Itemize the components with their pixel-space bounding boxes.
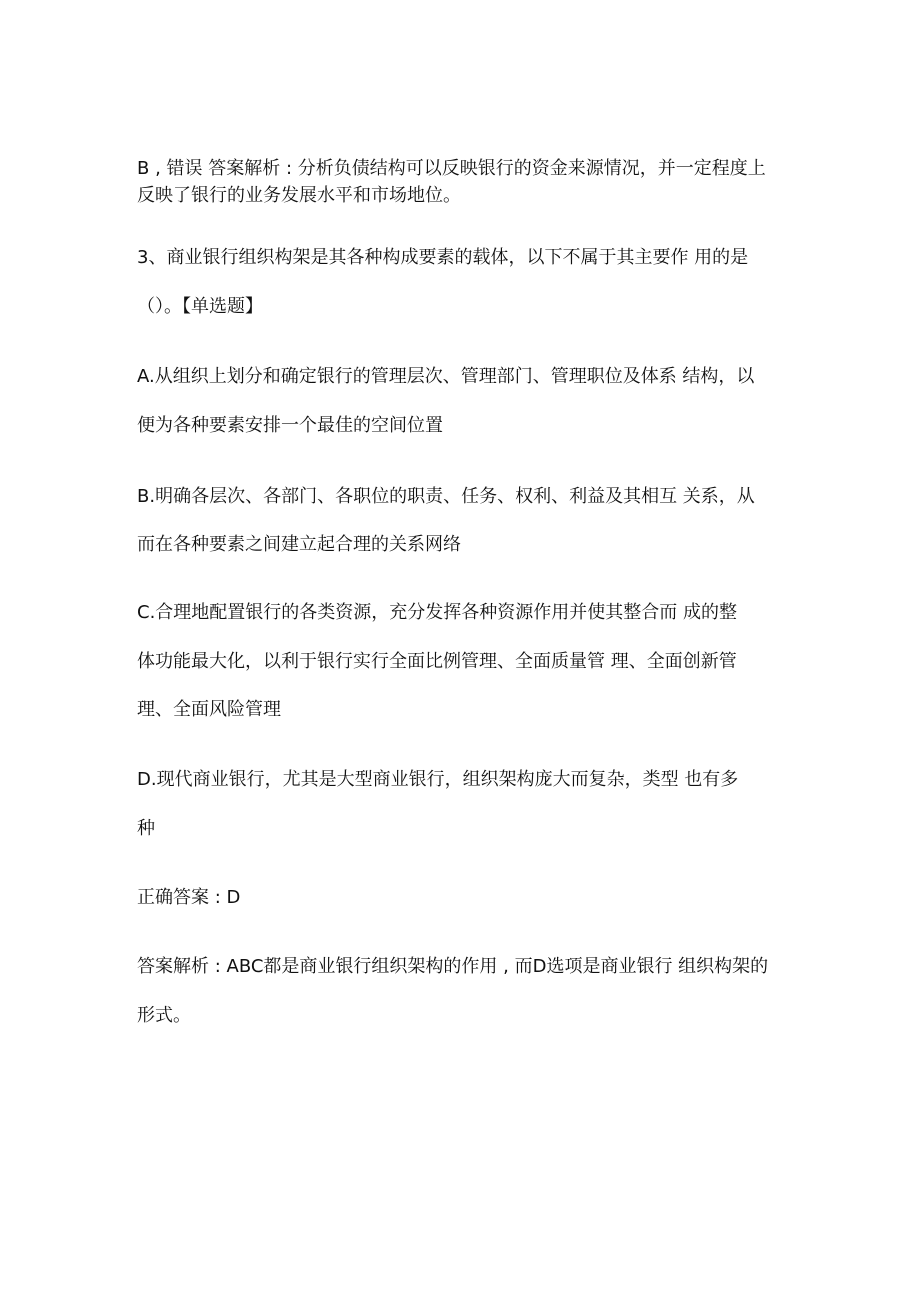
explanation-line-1: 答案解析 : ABC都是商业银行组织架构的作用 , 而D选项是商业银行 组织构架的 (137, 956, 769, 977)
question-line-1: 3、商业银行组织构架是其各种构成要素的载体，以下不属于其主要作 用的是 (137, 247, 749, 268)
option-a-line-2: 便为各种要素安排一个最佳的空间位置 (137, 415, 443, 436)
option-c-line-3: 理、全面风险管理 (137, 699, 281, 720)
option-c-line-1: C.合理地配置银行的各类资源，充分发挥各种资源作用并使其整合而 成的整 (137, 602, 738, 623)
option-c-line-2: 体功能最大化，以利于银行实行全面比例管理、全面质量管 理、全面创新管 (137, 651, 737, 672)
option-b-line-1: B.明确各层次、各部门、各职位的职责、任务、权利、利益及其相互 关系，从 (137, 486, 755, 507)
question-line-2: （）。【单选题】 (137, 296, 263, 317)
prev-answer-line-1: B , 错误 答案解析 : 分析负债结构可以反映银行的资金来源情况，并一定程度上 (137, 158, 766, 179)
option-b-line-2: 而在各种要素之间建立起合理的关系网络 (137, 534, 461, 555)
correct-answer: 正确答案 : D (137, 887, 241, 908)
prev-answer-line-2: 反映了银行的业务发展水平和市场地位。 (137, 185, 461, 206)
explanation-line-2: 形式。 (137, 1005, 191, 1026)
option-a-line-1: A.从组织上划分和确定银行的管理层次、管理部门、管理职位及体系 结构，以 (137, 366, 755, 387)
option-d-line-2: 种 (137, 818, 155, 839)
option-d-line-1: D.现代商业银行，尤其是大型商业银行，组织架构庞大而复杂，类型 也有多 (137, 769, 739, 790)
